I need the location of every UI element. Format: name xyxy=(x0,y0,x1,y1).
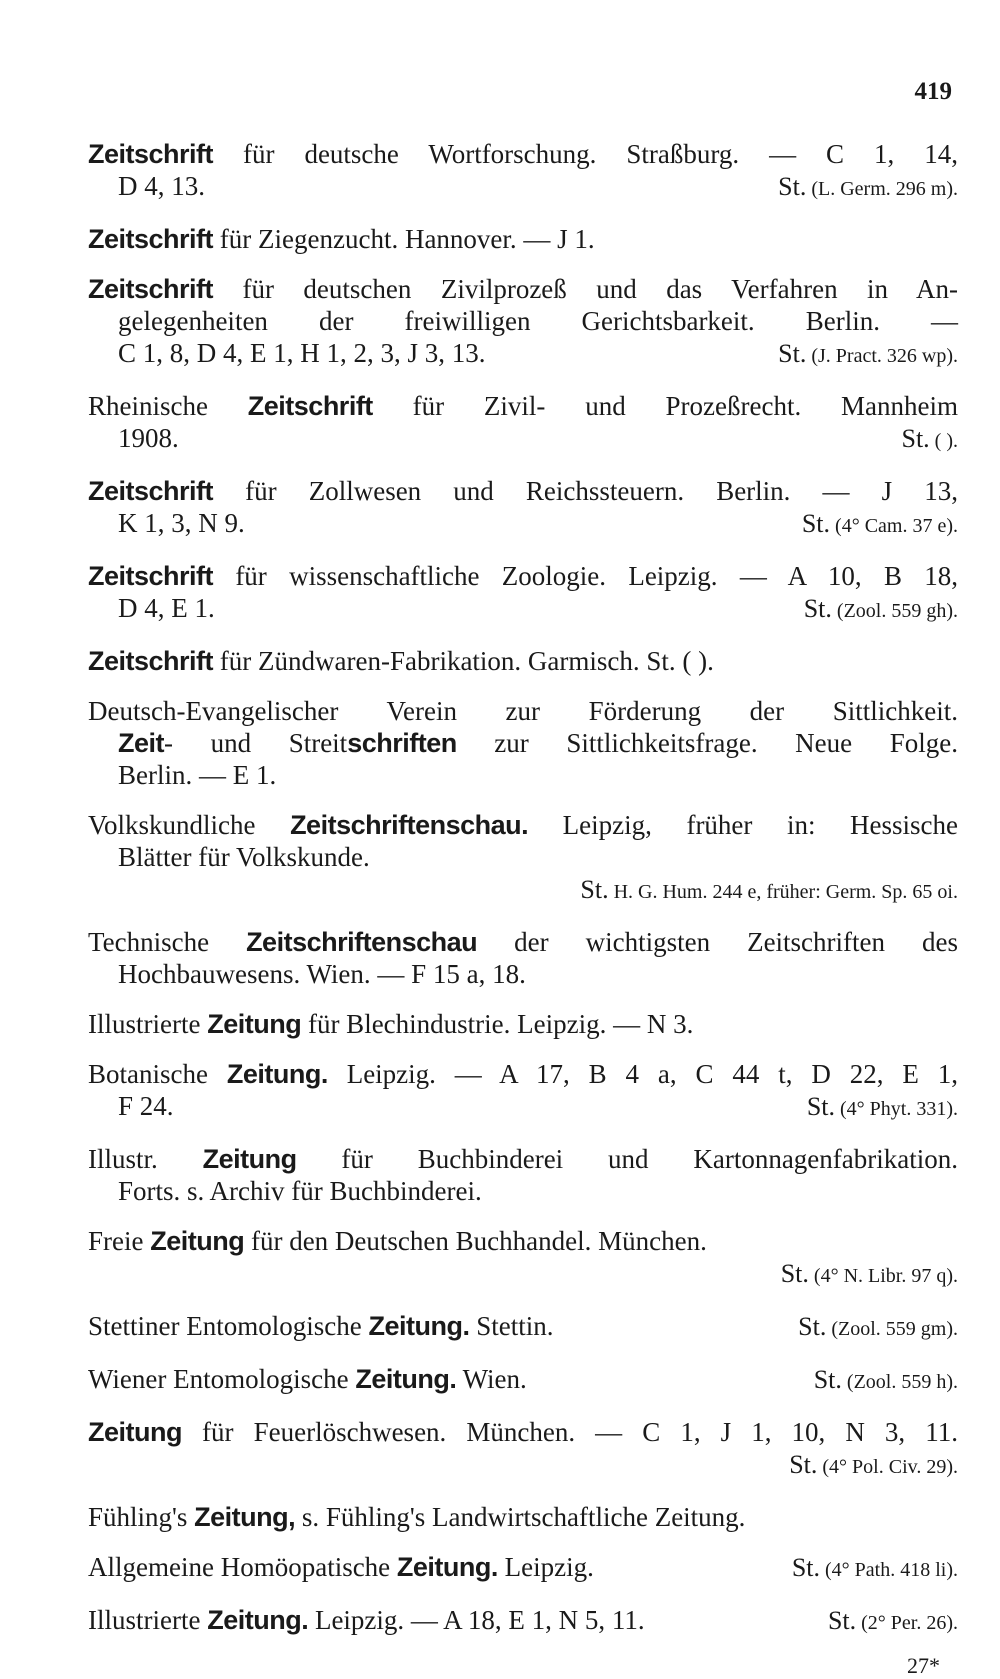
entry: Illustrierte Zeitung. Leipzig. — A 18, E 1, N 5, 11. St. (2° Per. 26). xyxy=(88,1605,958,1635)
entry-keyword: Zeitung xyxy=(202,1144,297,1174)
shelfmark: (4° Path. 418 li). xyxy=(820,1559,958,1581)
entry-keyword: Zeitung. xyxy=(226,1059,328,1089)
entry-keyword: Zeitschrift xyxy=(88,224,214,254)
entry-keyword: Zeitschrift xyxy=(247,391,373,421)
entry: Botanische Zeitung. Leipzig. — A 17, B 4 a, C 44 t, D 22, E 1, F 24. St. (4° Phyt. 331). xyxy=(88,1059,958,1121)
entry-keyword: Zeit xyxy=(118,728,165,758)
shelfmark: (Zool. 559 gh). xyxy=(831,600,958,622)
entry-keyword: Zeitung, xyxy=(194,1502,296,1532)
entry: Stettiner Entomologische Zeitung. Stettin. St. (Zool. 559 gm). xyxy=(88,1311,958,1341)
shelfmark: (J. Pract. 326 wp). xyxy=(806,345,958,367)
entry-keyword: Zeitschrift xyxy=(88,646,214,676)
entry: Deutsch-Evangelischer Verein zur Förderung der Sittlichkeit. Zeit- und Streitschriften zur Sittlichkeitsfrage. Neue Folge. Berlin. — E 1. xyxy=(88,696,958,790)
entry: Zeitschrift für deutschen Zivilprozeß und das Verfahren in An- gelegenheiten der freiwilligen Gerichtsbarkeit. Berlin. — C 1, 8, D 4, E 1, H 1, 2, 3, J 3, 13. St. (J. Pract. 326 wp). xyxy=(88,274,958,368)
signature-mark: 27* xyxy=(907,1653,940,1678)
entry: Zeitschrift für Zündwaren-Fabrikation. Garmisch. St. ( ). xyxy=(88,646,714,676)
entry: Wiener Entomologische Zeitung. Wien. St. (Zool. 559 h). xyxy=(88,1364,958,1394)
entry-keyword: Zeitung. xyxy=(368,1311,470,1341)
entry: Freie Zeitung für den Deutschen Buchhandel. München. St. (4° N. Libr. 97 q). xyxy=(88,1226,958,1288)
shelfmark: H. G. Hum. 244 e, früher: Germ. Sp. 65 oi. xyxy=(608,881,958,903)
page-number: 419 xyxy=(914,78,952,105)
shelfmark: ( ). xyxy=(929,430,958,452)
shelfmark: (L. Germ. 296 m). xyxy=(806,178,958,200)
entry-keyword: Zeitung xyxy=(150,1226,245,1256)
entry: Rheinische Zeitschrift für Zivil- und Prozeßrecht. Mannheim 1908. St. ( ). xyxy=(88,391,958,453)
entry-keyword: Zeitung. xyxy=(207,1605,309,1635)
entry: Volkskundliche Zeitschriftenschau. Leipzig, früher in: Hessische Blätter für Volkskunde. St. H. G. Hum. 244 e, früher: Germ. Sp. 65 oi. xyxy=(88,810,958,904)
entry: Allgemeine Homöopatische Zeitung. Leipzig. St. (4° Path. 418 li). xyxy=(88,1552,958,1582)
entry-keyword: Zeitung xyxy=(88,1417,182,1447)
entry-keyword: Zeitschrift xyxy=(88,274,214,304)
entry-keyword: Zeitschrift xyxy=(88,561,214,591)
entry: Technische Zeitschriftenschau der wichtigsten Zeitschriften des Hochbauwesens. Wien. — F 15 a, 18. xyxy=(88,927,958,989)
entry: Fühling's Zeitung, s. Fühling's Landwirtschaftliche Zeitung. xyxy=(88,1502,746,1532)
entry: Zeitschrift für Ziegenzucht. Hannover. — J 1. xyxy=(88,224,595,254)
entry-keyword: Zeitung. xyxy=(396,1552,498,1582)
entry-keyword: Zeitschriftenschau xyxy=(246,927,478,957)
entry-keyword: Zeitschrift xyxy=(88,139,214,169)
entry: Zeitschrift für Zollwesen und Reichssteuern. Berlin. — J 13, K 1, 3, N 9. St. (4° Cam. 37 e). xyxy=(88,476,958,538)
shelfmark: (4° Pol. Civ. 29). xyxy=(817,1456,958,1478)
entry-keyword: schriften xyxy=(347,728,457,758)
entry: Zeitung für Feuerlöschwesen. München. — C 1, J 1, 10, N 3, 11. St. (4° Pol. Civ. 29). xyxy=(88,1417,958,1479)
entry-keyword: Zeitschrift xyxy=(88,476,214,506)
shelfmark: (Zool. 559 h). xyxy=(841,1371,958,1393)
shelfmark: (4° Cam. 37 e). xyxy=(830,515,958,537)
entry-keyword: Zeitung. xyxy=(355,1364,457,1394)
shelfmark: (4° N. Libr. 97 q). xyxy=(808,1265,958,1287)
entry: Illustrierte Zeitung für Blechindustrie. Leipzig. — N 3. xyxy=(88,1009,694,1039)
shelfmark: (Zool. 559 gm). xyxy=(826,1318,958,1340)
shelfmark: (4° Phyt. 331). xyxy=(835,1098,958,1120)
entry: Zeitschrift für wissenschaftliche Zoologie. Leipzig. — A 10, B 18, D 4, E 1. St. (Zool. 559 gh). xyxy=(88,561,958,623)
entry-keyword: Zeitung xyxy=(207,1009,302,1039)
shelfmark: (2° Per. 26). xyxy=(856,1612,958,1634)
entry-keyword: Zeitschriftenschau. xyxy=(290,810,529,840)
entry-list xyxy=(88,138,958,1657)
entry: Illustr. Zeitung für Buchbinderei und Kartonnagenfabrikation. Forts. s. Archiv für Buchbinderei. xyxy=(88,1144,958,1206)
entry: Zeitschrift für deutsche Wortforschung. Straßburg. — C 1, 14, D 4, 13. St. (L. Germ. 296 m). xyxy=(88,139,958,201)
